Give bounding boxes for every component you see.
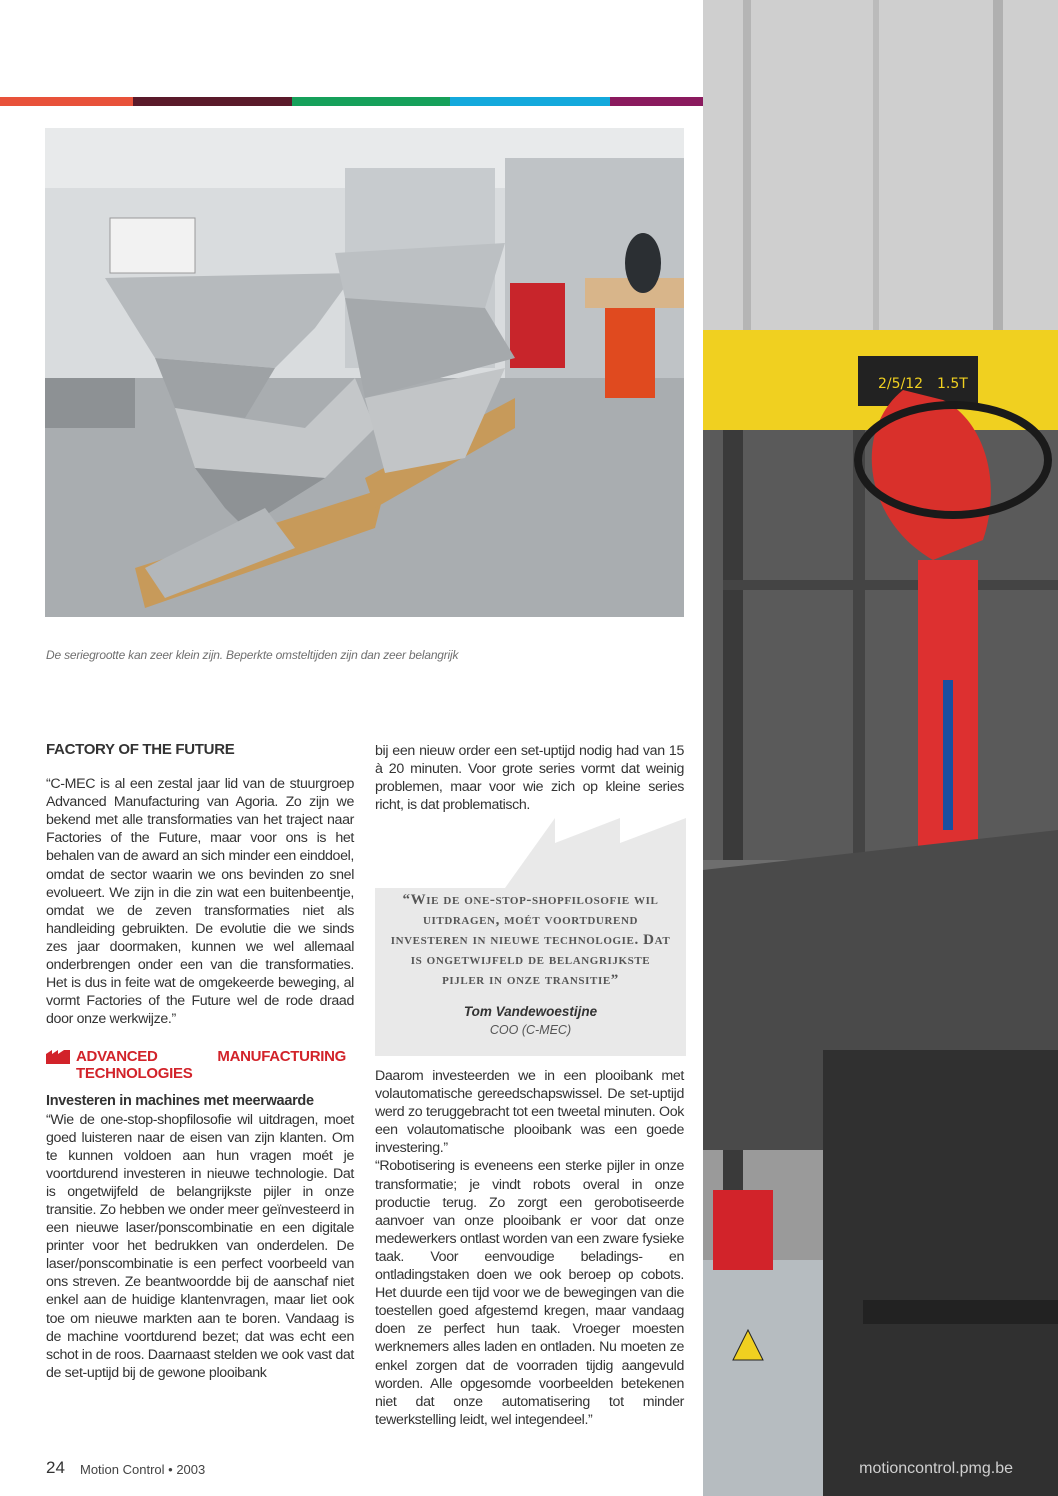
right-paragraph-2: “Robotisering is eveneens een sterke pijler in onze transformatie; je vindt robots overal in onze productie terug. Zo zorgt een gerobotiseerde aanvoer van onze plooibank er voor dat onze medewerkers ontlast worden van een zware fysieke taak. Voor eenvoudige beladings- en ontladingstaken doen we ook beroep op cobots. Het duurde een tijd voor we de bewegingen van die toestellen goed afgestemd kregen, maar vandaag doen ze perfect hun taak. Vroeger moesten werknemers alles laden en ontladen. Nu moeten ze enkel zorgen dat de voorraden tijdig aangevuld worden. Alle opgesomde voorbeelden betekenen niet dat onze automatisering tot minder tewerkstelling leidt, wel integendeel.” [375,1158,684,1428]
robot-photo [703,0,1058,1496]
section-heading: FACTORY OF THE FUTURE [46,741,235,758]
adv-manufacturing-heading: ADVANCED MANUFACTURING TECHNOLOGIES [76,1048,346,1083]
color-stripe-3 [292,97,450,106]
factory-icon [46,1050,72,1064]
photo-caption: De seriegrootte kan zeer klein zijn. Beperkte omsteltijden zijn dan zeer belangrijk [46,648,459,662]
beam-sign: 2/5/12 [878,376,924,392]
color-stripe-2 [133,97,292,106]
magazine-name: Motion Control • 2003 [80,1462,206,1477]
quote-author: Tom Vandewoestijne [463,1004,598,1019]
right-paragraph-1: Daarom investeerden we in een plooibank met volautomatische gereedschapswissel. De set-uptijd werd zo teruggebracht tot een tweetal minuten. Ook een volautomatische plooibank was een goede investering.” [375,1068,684,1157]
color-stripe-4 [450,97,610,106]
color-stripe-5 [610,97,703,106]
factory-photo [45,128,684,617]
quote-role: COO (C-MEC) [489,1023,572,1037]
right-column-bottom [375,1067,684,1429]
website-link[interactable]: motioncontrol.pmg.be [859,1460,1013,1477]
left-column [46,741,354,1382]
pull-quote-text: “Wie de one-stop-shopfilosofie wil uitdragen, moét voortdurend investeren in nieuwe technologie. Dat is ongetwijfeld de belangrijkste pijler in onze transitie” [390,892,671,988]
color-stripe-1 [0,97,133,106]
body-paragraph: “Wie de one-stop-shopfilosofie wil uitdragen, moet goed luisteren naar de eisen van zijn klanten. Om te kunnen voldoen aan hun vragen moét je voortdurend investeren in nieuwe technologie. Dat is ongetwijfeld de belangrijkste pijler in onze transitie. Zo hebben we onder meer geïnvesteerd in een nieuwe laser/ponscombinatie en een digitale printer voor het bedrukken van onderdelen. De laser/ponscombinatie is een perfect voorbeeld van ons streven. Ze beantwoordde bij de aanschaf niet enkel aan de huidige klantenvragen, maar liet ook toe om nieuwe markten aan te boren. Vandaag is de machine voortdurend bezet; dat was echt een schot in de roos. Daarnaast stelden we ook vast dat de set-uptijd bij de gewone plooibank [46,1111,354,1381]
factory-roof-decoration [375,818,686,888]
right-paragraph-top: bij een nieuw order een set-uptijd nodig had van 15 à 20 minuten. Voor grote series vormt dat weinig problemen, maar voor wie zich op kleine series richt, is dat problematisch. [375,743,684,814]
intro-paragraph: “C-MEC is al een zestal jaar lid van de stuurgroep Advanced Manufacturing van Agoria. Zo zijn we bekend met alle transformaties van het traject naar Factories of the Future, maar voor ons is het behalen van de award an sich minder een einddoel, omdat de sector waarin we ons bevinden zo snel evolueert. We zijn in die zin wat een buitenbeentje, omdat we de zeven transformaties niet als handleiding gebruikten. De evolutie die we sinds zes jaar doormaken, kunnen we wel allemaal onderbrengen onder een van die transformaties. Het is dus in feite wat de omgekeerde beweging, al vormt Factories of the Future wel de rode draad door onze werkwijze.” [46,776,354,1028]
right-column-top [375,742,684,814]
beam-sign-2: 1.5T [937,376,968,392]
adv-heading-row [46,1048,354,1082]
page-number: 24 [46,1458,65,1477]
sub-heading: Investeren in machines met meerwaarde [46,1093,314,1110]
